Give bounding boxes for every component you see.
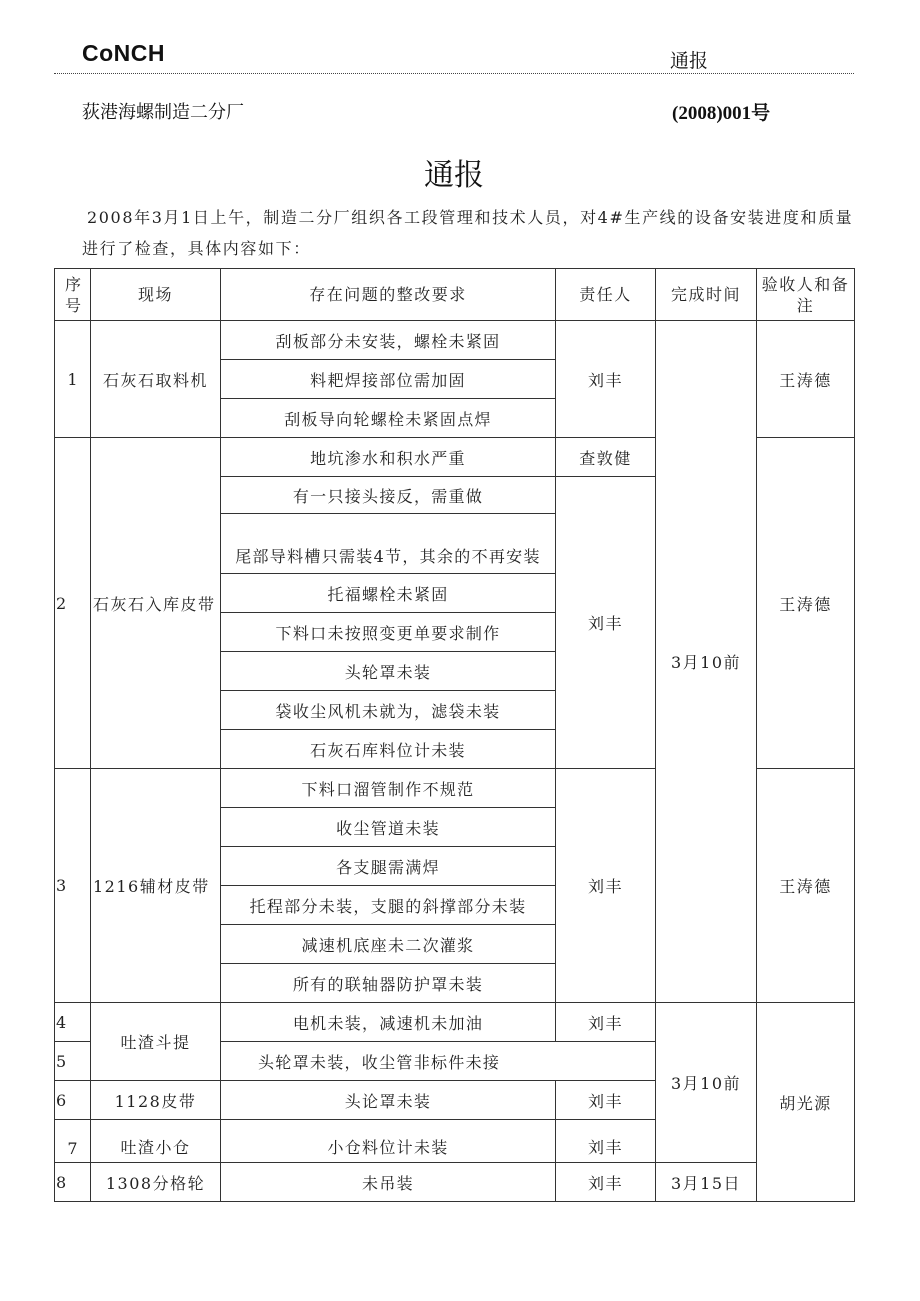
table-row <box>55 1163 855 1202</box>
issue-cell: 有一只接头接反，需重做 <box>221 477 556 514</box>
site-cell: 吐渣小仓 <box>91 1120 221 1163</box>
issuer-name: 荻港海螺制造二分厂 <box>82 102 244 123</box>
header-divider <box>54 73 854 74</box>
row-number: 5 <box>55 1042 91 1081</box>
company-logo: CoNCH <box>82 40 165 66</box>
table-row <box>55 1003 855 1042</box>
row-number: 6 <box>55 1081 91 1120</box>
person-cell: 刘丰 <box>556 1163 656 1202</box>
intro-paragraph: 2008年3月1日上午，制造二分厂组织各工段管理和技术人员，对4#生产线的设备安装进度和质量进行了检查，具体内容如下： <box>82 208 854 258</box>
issue-cell: 头论罩未装 <box>221 1081 556 1120</box>
issue-cell: 地坑渗水和积水严重 <box>221 438 556 477</box>
acceptor-cell: 王涛德 <box>757 321 855 438</box>
document-title: 通报 <box>424 158 484 193</box>
issue-cell: 料耙焊接部位需加固 <box>221 360 556 399</box>
issue-cell: 下料口未按照变更单要求制作 <box>221 613 556 652</box>
issue-cell: 所有的联轴器防护罩未装 <box>221 964 556 1003</box>
issue-cell: 小仓料位计未装 <box>221 1120 556 1163</box>
deadline-cell: 3月10前 <box>656 1003 757 1163</box>
issue-cell: 尾部导料槽只需装4节，其余的不再安装 <box>221 514 556 574</box>
header-person: 责任人 <box>556 269 656 321</box>
issue-cell: 减速机底座未二次灌浆 <box>221 925 556 964</box>
issue-cell: 各支腿需满焊 <box>221 847 556 886</box>
deadline-cell: 3月10前 <box>656 321 757 1003</box>
issue-cell: 刮板部分未安装，螺栓未紧固 <box>221 321 556 360</box>
site-cell: 吐渣斗提 <box>91 1003 221 1081</box>
table-row <box>55 321 855 360</box>
header-issue: 存在问题的整改要求 <box>221 269 556 321</box>
row-number: 7 <box>55 1120 91 1163</box>
row-number: 1 <box>55 321 91 438</box>
person-cell: 刘丰 <box>556 1081 656 1120</box>
issue-cell: 石灰石库料位计未装 <box>221 730 556 769</box>
row-number: 4 <box>55 1003 91 1042</box>
site-cell: 1308分格轮 <box>91 1163 221 1202</box>
header-deadline: 完成时间 <box>656 269 757 321</box>
acceptor-cell: 王涛德 <box>757 438 855 769</box>
issue-cell: 托福螺栓未紧固 <box>221 574 556 613</box>
person-cell: 刘丰 <box>556 1003 656 1042</box>
issue-cell: 袋收尘风机未就为，滤袋未装 <box>221 691 556 730</box>
person-cell: 刘丰 <box>556 769 656 1003</box>
acceptor-cell: 王涛德 <box>757 769 855 1003</box>
issue-cell: 头轮罩未装，收尘管非标件未接 <box>221 1042 656 1081</box>
site-cell: 石灰石取料机 <box>91 321 221 438</box>
inspection-table <box>54 268 855 1202</box>
row-number: 8 <box>55 1163 91 1202</box>
site-cell: 石灰石入库皮带 <box>91 438 221 769</box>
person-cell: 刘丰 <box>556 321 656 438</box>
issue-cell: 下料口溜管制作不规范 <box>221 769 556 808</box>
row-number: 2 <box>55 438 91 769</box>
header-site: 现场 <box>91 269 221 321</box>
document-number: (2008)001号 <box>672 103 771 124</box>
person-cell: 刘丰 <box>556 1120 656 1163</box>
issue-cell: 未吊装 <box>221 1163 556 1202</box>
deadline-cell: 3月15日 <box>656 1163 757 1202</box>
person-cell: 刘丰 <box>556 477 656 769</box>
issue-cell: 托程部分未装，支腿的斜撑部分未装 <box>221 886 556 925</box>
acceptor-cell: 胡光源 <box>757 1003 855 1202</box>
row-number: 3 <box>55 769 91 1003</box>
site-cell: 1128皮带 <box>91 1081 221 1120</box>
issue-cell: 收尘管道未装 <box>221 808 556 847</box>
header-no: 序号 <box>55 269 91 321</box>
issue-cell: 电机未装，减速机未加油 <box>221 1003 556 1042</box>
person-cell: 查敦健 <box>556 438 656 477</box>
header-acceptor: 验收人和备注 <box>757 269 855 321</box>
issue-cell: 刮板导向轮螺栓未紧固点焊 <box>221 399 556 438</box>
site-cell: 1216辅材皮带 <box>91 769 221 1003</box>
header-title: 通报 <box>670 50 709 72</box>
issue-cell: 头轮罩未装 <box>221 652 556 691</box>
table-header-row <box>55 269 855 321</box>
